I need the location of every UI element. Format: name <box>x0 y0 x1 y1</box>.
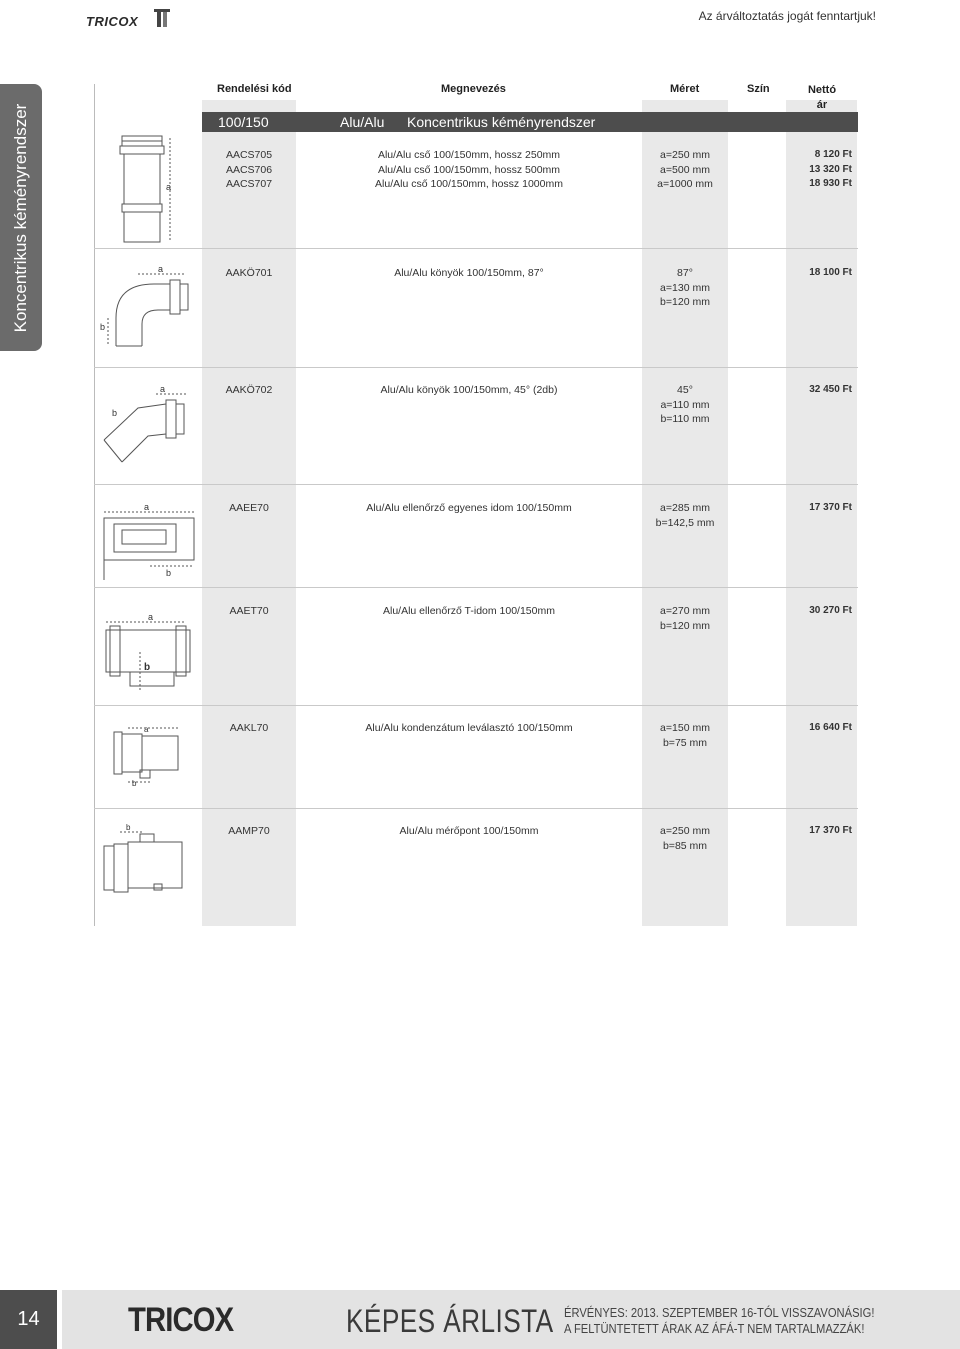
table-left-border <box>94 84 95 926</box>
product-code: AAMP70 <box>228 825 270 837</box>
logo-mark-icon <box>152 7 172 27</box>
product-price: 18 100 Ft <box>809 267 852 278</box>
product-size: a=110 mm <box>660 398 710 411</box>
dimension-label: a <box>160 386 166 394</box>
inspection-tee-icon <box>100 612 204 698</box>
product-name: Alu/Alu ellenőrző T-idom 100/150mm <box>383 605 555 617</box>
product-size: 87° <box>677 267 693 279</box>
product-size-cell <box>642 501 728 530</box>
footer-note <box>564 1305 874 1337</box>
dimension-label: b <box>126 823 131 832</box>
product-code-cell <box>202 721 296 736</box>
product-code: AAKL70 <box>229 722 269 734</box>
product-size: b=75 mm <box>662 736 708 749</box>
product-price: 13 320 Ft <box>809 163 852 175</box>
product-name: Alu/Alu könyök 100/150mm, 45° (2db) <box>380 384 558 396</box>
product-price: 17 370 Ft <box>809 825 852 836</box>
dimension-label: b <box>144 662 151 673</box>
product-size-cell <box>642 721 728 750</box>
product-code: AAET70 <box>229 605 269 617</box>
header-price-line2: ár <box>816 99 828 111</box>
product-code-cell <box>202 501 296 516</box>
header-price-line1: Nettó <box>807 84 837 96</box>
product-code-cell <box>202 383 296 398</box>
dimension-label: a <box>144 725 149 734</box>
row-separator <box>94 808 858 809</box>
inspection-straight-icon <box>100 500 204 584</box>
condensate-separator-icon <box>108 722 188 788</box>
product-code-cell <box>202 824 296 839</box>
product-name: Alu/Alu cső 100/150mm, hossz 500mm <box>377 163 561 176</box>
header-size: Méret <box>670 83 700 95</box>
product-name-cell <box>296 501 642 516</box>
product-price-cell <box>786 148 852 192</box>
product-code: AACS707 <box>225 178 273 191</box>
product-price: 32 450 Ft <box>809 384 852 395</box>
product-size: b=110 mm <box>660 413 710 426</box>
page-footer <box>0 1290 960 1349</box>
product-code-cell <box>202 604 296 619</box>
product-price-cell <box>786 721 852 736</box>
header-name: Megnevezés <box>441 83 506 95</box>
dimension-label: a <box>148 612 154 622</box>
product-size: b=120 mm <box>660 619 710 632</box>
product-name: Alu/Alu kondenzátum leválasztó 100/150mm <box>365 722 573 734</box>
section-size: 100/150 <box>218 114 269 130</box>
product-size: b=142,5 mm <box>655 516 715 529</box>
product-name: Alu/Alu ellenőrző egyenes idom 100/150mm <box>366 502 572 514</box>
section-material: Alu/Alu <box>340 114 385 130</box>
dimension-label: a <box>144 502 150 512</box>
product-size: b=120 mm <box>660 296 710 309</box>
footer-note-validity: ÉRVÉNYES: 2013. SZEPTEMBER 16-TÓL VISSZAVONÁSIG! <box>564 1305 875 1320</box>
footer-brand: TRICOX <box>128 1301 234 1339</box>
product-size: a=500 mm <box>660 163 710 176</box>
product-price: 8 120 Ft <box>814 149 852 160</box>
product-size: 45° <box>677 384 693 396</box>
price-change-notice: Az árváltoztatás jogát fenntartjuk! <box>698 9 876 23</box>
header-price <box>800 83 844 113</box>
product-size-cell <box>642 266 728 310</box>
product-size: a=270 mm <box>660 605 710 617</box>
product-price-cell <box>786 501 852 516</box>
pipe-icon <box>108 134 178 246</box>
row-separator <box>94 248 858 249</box>
product-name: Alu/Alu mérőpont 100/150mm <box>399 825 539 837</box>
product-name-cell <box>296 148 642 192</box>
product-name-cell <box>296 721 642 736</box>
product-size: b=85 mm <box>662 839 708 852</box>
product-size: a=250 mm <box>660 825 710 837</box>
product-price: 30 270 Ft <box>809 605 852 616</box>
section-heading-bar <box>202 112 858 132</box>
product-name: Alu/Alu cső 100/150mm, hossz 250mm <box>377 149 561 161</box>
row-separator <box>94 367 858 368</box>
tricox-logo <box>86 4 176 28</box>
product-size: a=150 mm <box>660 722 710 734</box>
footer-note-vat: A FELTÜNTETETT ÁRAK AZ ÁFÁ-T NEM TARTALMAZZÁK! <box>564 1321 865 1336</box>
dimension-label: a <box>166 182 172 192</box>
product-name-cell <box>296 266 642 281</box>
product-size: a=285 mm <box>660 502 710 514</box>
row-separator <box>94 484 858 485</box>
footer-title: KÉPES ÁRLISTA <box>346 1303 554 1339</box>
product-name-cell <box>296 383 642 398</box>
product-name-cell <box>296 604 642 619</box>
row-separator <box>94 587 858 588</box>
measuring-point-icon <box>100 822 190 894</box>
product-price-cell <box>786 266 852 281</box>
dimension-label: a <box>158 264 164 274</box>
product-size-cell <box>642 824 728 853</box>
product-code: AAEE70 <box>229 502 269 514</box>
product-code: AACS706 <box>225 163 273 176</box>
product-code-cell <box>202 266 296 281</box>
product-size: a=130 mm <box>660 281 710 294</box>
dimension-label: b <box>100 322 106 332</box>
elbow-45-icon <box>98 386 198 470</box>
product-price: 18 930 Ft <box>809 178 852 190</box>
product-code: AAKÖ702 <box>225 384 273 396</box>
dimension-label: b <box>132 779 137 788</box>
product-code-cell <box>202 148 296 192</box>
product-code: AAKÖ701 <box>225 267 273 279</box>
page-number: 14 <box>0 1290 57 1349</box>
product-price-cell <box>786 824 852 839</box>
elbow-87-icon <box>98 262 198 352</box>
header-color: Szín <box>747 83 770 95</box>
product-price: 16 640 Ft <box>809 722 852 733</box>
product-size-cell <box>642 148 728 192</box>
product-size-cell <box>642 383 728 427</box>
product-price-cell <box>786 604 852 619</box>
product-name: Alu/Alu cső 100/150mm, hossz 1000mm <box>375 178 563 191</box>
product-name: Alu/Alu könyök 100/150mm, 87° <box>394 267 544 279</box>
logo-text: TRICOX <box>86 14 139 29</box>
dimension-label: b <box>112 408 118 418</box>
category-label: Koncentrikus kéményrendszer <box>11 103 30 332</box>
product-size: a=1000 mm <box>657 178 713 191</box>
category-side-tab <box>0 84 42 351</box>
product-code: AACS705 <box>225 149 273 161</box>
section-title: Koncentrikus kéményrendszer <box>407 114 596 130</box>
dimension-label: b <box>166 568 172 578</box>
product-price-cell <box>786 383 852 398</box>
product-price: 17 370 Ft <box>809 502 852 513</box>
header-code: Rendelési kód <box>217 83 292 95</box>
product-size: a=250 mm <box>660 149 710 161</box>
product-size-cell <box>642 604 728 633</box>
row-separator <box>94 705 858 706</box>
product-name-cell <box>296 824 642 839</box>
